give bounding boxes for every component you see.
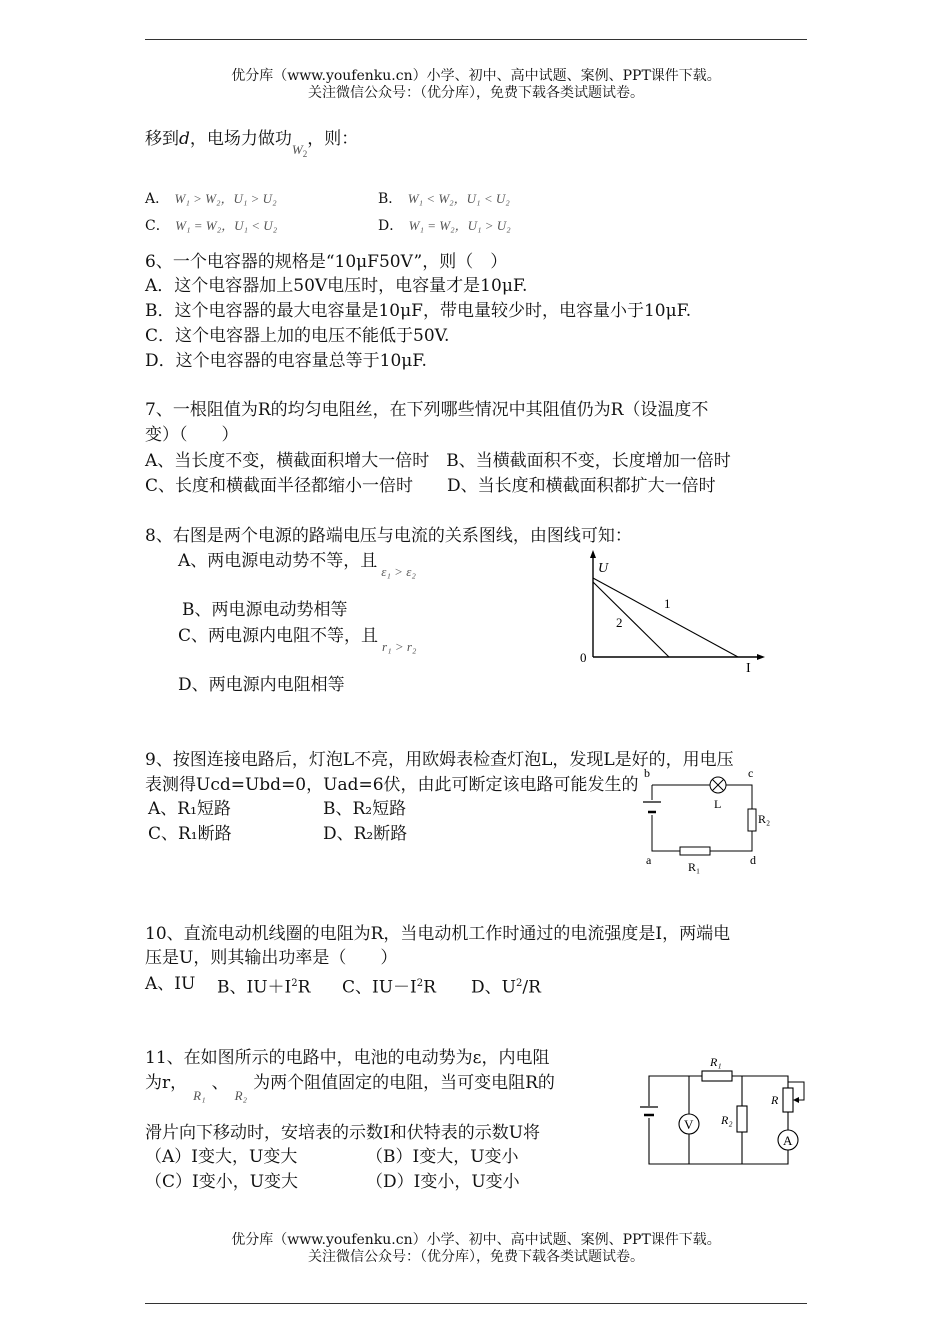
q5-option-c: C． W₁ = W₂，U₁ < U₂ xyxy=(145,218,278,234)
circuit-wire xyxy=(710,831,752,851)
q7-options-ab: A、当长度不变，横截面积增大一倍时 B、当横截面积不变，长度增加一倍时 xyxy=(145,451,731,471)
circuit-wire xyxy=(652,815,680,851)
q11-stem-3: 滑片向下移动时，安培表的示数I和伏特表的示数U将 xyxy=(145,1123,541,1143)
graph-x-label: I xyxy=(746,661,751,676)
circuit-wire xyxy=(649,1118,788,1164)
q10-stem-2: 压是U，则其输出功率是（ ） xyxy=(145,948,398,968)
q7-stem-2: 变）（ ） xyxy=(145,425,239,445)
q9-option-d: D、R₂断路 xyxy=(323,824,408,844)
q11-circuit-diagram xyxy=(632,1048,812,1170)
circuit-wire xyxy=(649,1076,702,1106)
resistor-r1 xyxy=(680,847,710,855)
q8-option-a: A、两电源电动势不等，且$_{\varepsilon_1 > \varepsilon_2}$ xyxy=(178,551,416,579)
q5-option-a: A． W₁ > W₂，U₁ > U₂ xyxy=(145,191,277,207)
circuit-wire xyxy=(732,1076,788,1088)
q9-circuit-diagram xyxy=(640,765,790,877)
q7-options-cd: C、长度和横截面半径都缩小一倍时 D、当长度和横截面积都扩大一倍时 xyxy=(145,476,716,496)
node-a-label: a xyxy=(646,853,652,867)
variable-resistor xyxy=(783,1088,793,1112)
q11-stem-2: 为r，$_{R_1}$、$_{R_2}$为两个阻值固定的电阻，当可变电阻R的 xyxy=(145,1073,555,1103)
q6-option-c: C．这个电容器上加的电压不能低于50V. xyxy=(145,326,450,346)
graph-y-arrow xyxy=(590,550,596,558)
r2-label: R₂ xyxy=(758,812,771,826)
graph-line-1 xyxy=(593,578,738,657)
graph-origin-label: 0 xyxy=(580,650,587,665)
voltmeter-label: V xyxy=(684,1117,694,1132)
q9-option-b: B、R₂短路 xyxy=(323,799,407,819)
footer-line-2: 关注微信公众号：（优分库），免费下载各类试题试卷。 xyxy=(308,1249,644,1265)
footer-rule xyxy=(145,1303,807,1304)
q5-stem: 移到d，电场力做功$_{W_2}$，则： xyxy=(145,129,359,159)
ammeter-label: A xyxy=(783,1133,793,1148)
q10-option-a: A、IU xyxy=(145,974,196,994)
resistor-r1 xyxy=(702,1071,732,1081)
q9-stem-1: 9、按图连接电路后，灯泡L不亮，用欧姆表检查灯泡L，发现L是好的，用电压 xyxy=(145,750,734,770)
header-line-2: 关注微信公众号：（优分库），免费下载各类试题试卷。 xyxy=(308,85,644,101)
q11-option-d: （D）I变小，U变小 xyxy=(366,1172,520,1192)
q10-option-b: B、$IU+I^2R$ xyxy=(217,977,311,998)
q8-option-c: C、两电源内电阻不等，且$_{r_1 > r_2}$ xyxy=(178,626,417,654)
graph-line-2-label: 2 xyxy=(616,615,623,630)
resistor-r2 xyxy=(748,809,756,831)
q6-option-a: A．这个电容器加上50V电压时，电容量才是10μF. xyxy=(145,276,528,296)
q7-stem-1: 7、一根阻值为R的均匀电阻丝，在下列哪些情况中其阻值仍为R（设温度不 xyxy=(145,400,709,420)
node-b-label: b xyxy=(644,766,650,780)
q10-option-d: D、$U^2/R$ xyxy=(471,977,541,998)
r1-label: R₁ xyxy=(688,860,701,874)
q9-option-c: C、R₁断路 xyxy=(148,824,232,844)
footer-line-1: 优分库（www.youfenku.cn）小学、初中、高中试题、案例、PPT课件下载。 xyxy=(231,1232,721,1248)
q6-option-b: B．这个电容器的最大电容量是10μF，带电量较少时，电容量小于10μF. xyxy=(145,301,692,321)
q11-option-c: （C）I变小，U变大 xyxy=(145,1172,299,1192)
r1-label: R₁ xyxy=(710,1055,722,1069)
q10-stem-1: 10、直流电动机线圈的电阻为R，当电动机工作时通过的电流强度是I，两端电 xyxy=(145,924,731,944)
r2-label: R₂ xyxy=(721,1113,733,1127)
q11-option-a: （A）I变大，U变大 xyxy=(145,1147,298,1167)
q11-option-b: （B）I变大，U变小 xyxy=(366,1147,519,1167)
q5-option-b: B． W₁ < W₂，U₁ < U₂ xyxy=(378,191,510,207)
resistor-r2 xyxy=(737,1106,747,1132)
q11-stem-1: 11、在如图所示的电路中，电池的电动势为ε，内电阻 xyxy=(145,1048,550,1068)
q6-stem: 6、一个电容器的规格是“10μF50V”，则（ ） xyxy=(145,252,508,272)
q8-ui-graph xyxy=(578,548,773,678)
slider-arrow-icon xyxy=(793,1097,799,1103)
graph-x-arrow xyxy=(757,654,765,660)
graph-y-label: U xyxy=(598,561,609,576)
q10-option-c: C、$IU-I^2R$ xyxy=(342,977,436,998)
q5-option-d: D． W₁ = W₂，U₁ > U₂ xyxy=(378,218,511,234)
r-label: R xyxy=(771,1093,779,1107)
header-rule xyxy=(145,39,807,40)
graph-line-1-label: 1 xyxy=(664,596,671,611)
circuit-wire xyxy=(726,785,752,809)
q8-option-d: D、两电源内电阻相等 xyxy=(178,675,345,695)
node-d-label: d xyxy=(750,853,756,867)
q8-option-b: B、两电源电动势相等 xyxy=(182,600,348,620)
header-line-1: 优分库（www.youfenku.cn）小学、初中、高中试题、案例、PPT课件下载。 xyxy=(231,68,721,84)
q9-option-a: A、R₁短路 xyxy=(148,799,231,819)
q6-option-d: D．这个电容器的电容量总等于10μF. xyxy=(145,351,427,371)
q9-stem-2: 表测得Ucd=Ubd=0，Uad=6伏，由此可断定该电路可能发生的 xyxy=(145,775,639,795)
q8-stem: 8、右图是两个电源的路端电压与电流的关系图线，由图线可知： xyxy=(145,526,632,546)
lamp-label: L xyxy=(714,797,722,811)
node-c-label: c xyxy=(748,766,754,780)
graph-line-2 xyxy=(593,582,669,657)
